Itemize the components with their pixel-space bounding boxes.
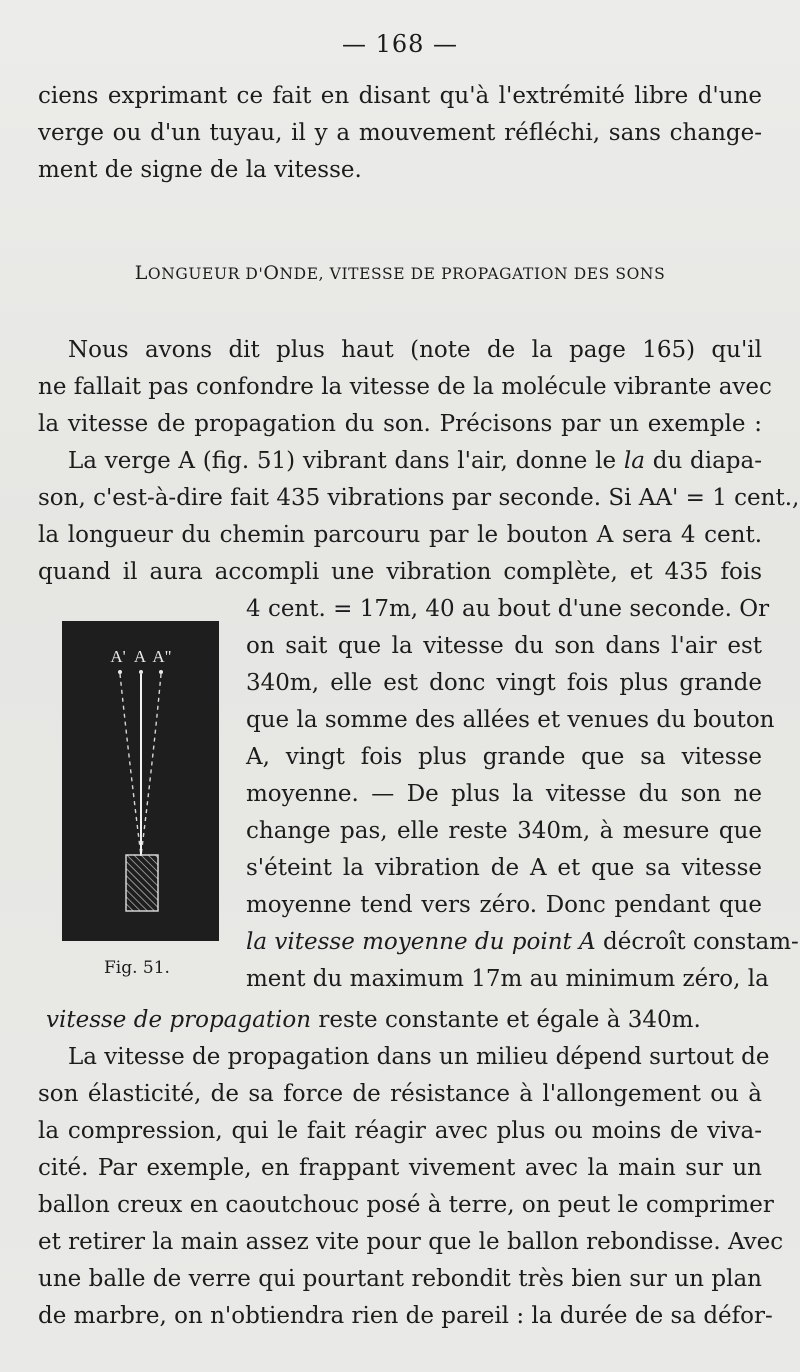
section-heading: LONGUEUR D'ONDE, VITESSE DE PROPAGATION DES SONS bbox=[134, 262, 666, 284]
label-a-prime: A' bbox=[110, 647, 126, 666]
text-line: la vitesse de propagation du son. Précisons par un exemple : bbox=[38, 411, 762, 437]
label-a-double-prime: A" bbox=[152, 647, 172, 666]
rod-right-position bbox=[141, 674, 161, 856]
figure-caption: Fig. 51. bbox=[104, 958, 170, 978]
text-line: ment du maximum 17m au minimum zéro, la bbox=[246, 966, 769, 992]
label-a: A bbox=[133, 647, 147, 666]
text-line: 340m, elle est donc vingt fois plus grande bbox=[246, 670, 762, 696]
text-line: change pas, elle reste 340m, à mesure que bbox=[246, 818, 762, 844]
text-line: La vitesse de propagation dans un milieu dépend surtout de bbox=[68, 1044, 770, 1070]
text-line: ne fallait pas confondre la vitesse de la molécule vibrante avec bbox=[38, 374, 772, 400]
text-line: ballon creux en caoutchouc posé à terre, on peut le comprimer bbox=[38, 1192, 774, 1218]
text-line: La verge A (fig. 51) vibrant dans l'air, donne le la du diapa- bbox=[68, 448, 763, 474]
text-line: moyenne. — De plus la vitesse du son ne bbox=[246, 781, 762, 807]
text-line: on sait que la vitesse du son dans l'air est bbox=[246, 633, 762, 659]
text-line: son élasticité, de sa force de résistance à l'allongement ou à bbox=[38, 1081, 762, 1107]
text-line: s'éteint la vibration de A et que sa vitesse bbox=[246, 855, 762, 881]
text-line: une balle de verre qui pourtant rebondit très bien sur un plan bbox=[38, 1266, 762, 1292]
text-line: A, vingt fois plus grande que sa vitesse bbox=[246, 744, 762, 770]
text-line: son, c'est-à-dire fait 435 vibrations par seconde. Si AA' = 1 cent., bbox=[38, 485, 800, 511]
text-line: quand il aura accompli une vibration complète, et 435 fois bbox=[38, 559, 762, 585]
point-a-double-prime bbox=[159, 670, 163, 674]
text-line: vitesse de propagation reste constante et égale à 340m. bbox=[46, 1007, 701, 1033]
rod-left-position bbox=[120, 674, 141, 856]
rod-clamp-base bbox=[126, 855, 158, 911]
point-a bbox=[139, 670, 143, 674]
text-line: que la somme des allées et venues du bouton bbox=[246, 707, 775, 733]
page-number: — 168 — bbox=[341, 30, 459, 58]
text-line: ment de signe de la vitesse. bbox=[38, 157, 362, 183]
text-line: de marbre, on n'obtiendra rien de pareil : la durée de sa défor- bbox=[38, 1303, 773, 1329]
figure-51-vibrating-rod bbox=[62, 621, 219, 941]
text-line: la longueur du chemin parcouru par le bouton A sera 4 cent. bbox=[38, 522, 762, 548]
text-line: la vitesse moyenne du point A décroît constam- bbox=[246, 929, 799, 955]
text-line: la compression, qui le fait réagir avec plus ou moins de viva- bbox=[38, 1118, 762, 1144]
text-line: 4 cent. = 17m, 40 au bout d'une seconde. Or bbox=[246, 596, 770, 622]
text-line: moyenne tend vers zéro. Donc pendant que bbox=[246, 892, 762, 918]
text-line: Nous avons dit plus haut (note de la page 165) qu'il bbox=[68, 337, 762, 363]
vibrating-rod-illustration bbox=[62, 621, 219, 941]
text-line: ciens exprimant ce fait en disant qu'à l'extrémité libre d'une bbox=[38, 83, 762, 109]
text-line: verge ou d'un tuyau, il y a mouvement réfléchi, sans change- bbox=[38, 120, 762, 146]
point-a-prime bbox=[118, 670, 122, 674]
text-line: cité. Par exemple, en frappant vivement avec la main sur un bbox=[38, 1155, 762, 1181]
text-line: et retirer la main assez vite pour que le ballon rebondisse. Avec bbox=[38, 1229, 784, 1255]
